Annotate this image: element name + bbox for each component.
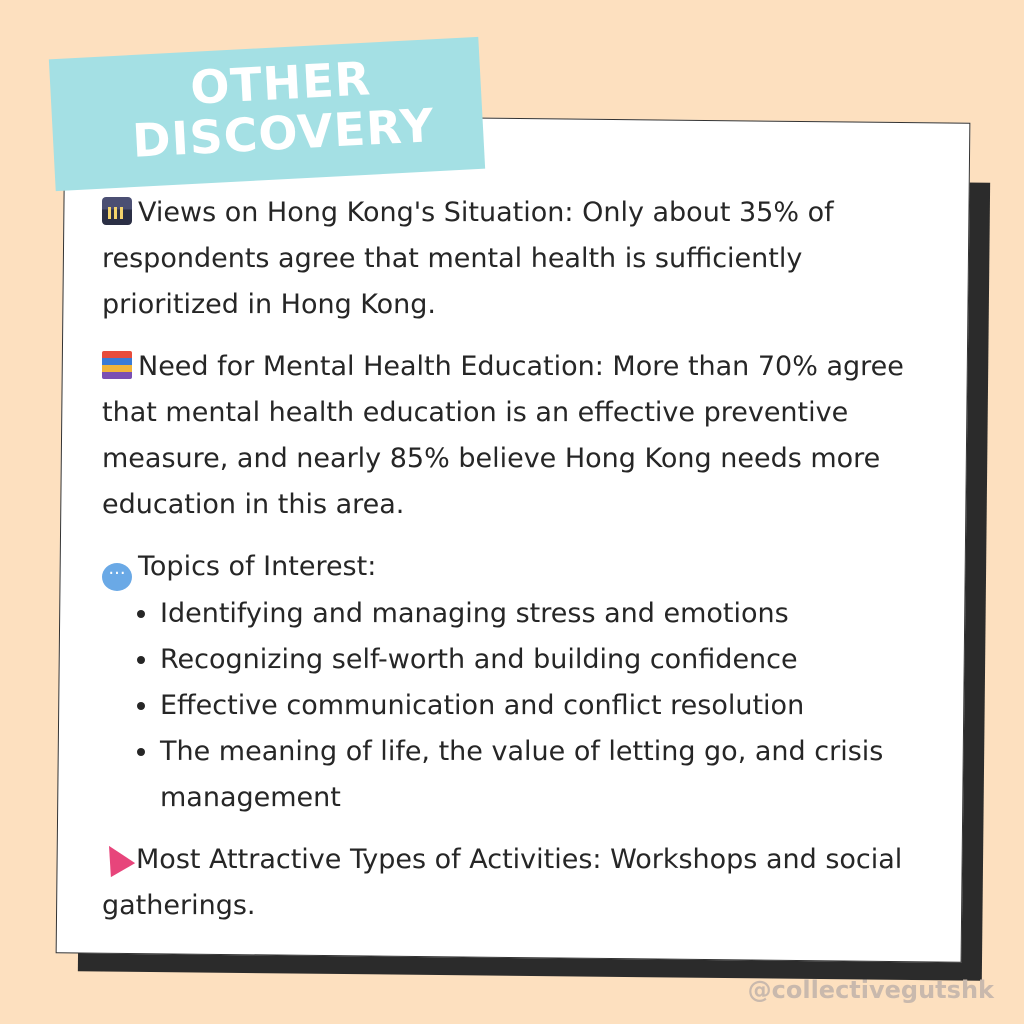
activities-text: Most Attractive Types of Activities: Workshops and social gatherings. bbox=[102, 844, 903, 921]
topics-heading: Topics of Interest: bbox=[138, 551, 377, 582]
list-item: • Effective communication and conflict resolution bbox=[160, 683, 942, 729]
title-line-1: OTHER bbox=[188, 51, 373, 115]
content-body bbox=[102, 190, 942, 929]
section-views bbox=[102, 190, 942, 328]
title-line-2: DISCOVERY bbox=[130, 98, 436, 168]
list-item: • The meaning of life, the value of letting go, and crisis management bbox=[160, 729, 942, 821]
section-activities bbox=[102, 837, 942, 929]
education-text: Need for Mental Health Education: More than 70% agree that mental health education is an effective preventive measure, and nearly 85% believe Hong Kong needs more education in this area. bbox=[102, 351, 904, 520]
books-icon bbox=[102, 351, 132, 379]
party-popper-icon bbox=[97, 839, 135, 877]
cityscape-icon bbox=[102, 197, 132, 225]
page-title bbox=[90, 48, 475, 168]
topics-list bbox=[102, 591, 942, 821]
list-item: • Recognizing self-worth and building confidence bbox=[160, 637, 942, 683]
social-handle: @collectivegutshk bbox=[747, 976, 994, 1004]
views-text: Views on Hong Kong's Situation: Only about 35% of respondents agree that mental health is sufficiently prioritized in Hong Kong. bbox=[102, 197, 834, 320]
section-education bbox=[102, 344, 942, 528]
speech-bubble-icon: ··· bbox=[102, 563, 132, 591]
section-topics bbox=[102, 544, 942, 821]
list-item: • Identifying and managing stress and emotions bbox=[160, 591, 942, 637]
